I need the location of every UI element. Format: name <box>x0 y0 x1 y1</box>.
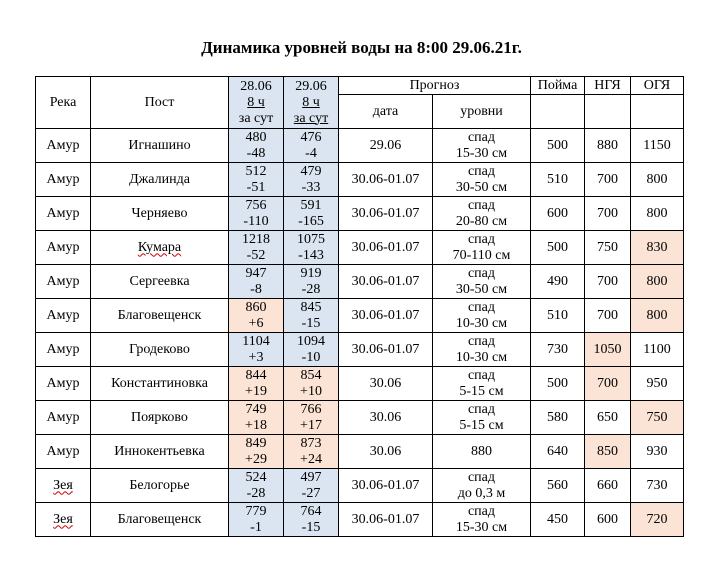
cell-river <box>36 333 91 367</box>
cell-river <box>36 163 91 197</box>
cell-floodplain: 510 <box>531 163 585 197</box>
level-28-value: 1218 <box>242 231 270 247</box>
cell-floodplain: 450 <box>531 503 585 537</box>
river-name: Амур <box>46 137 80 153</box>
post-name: Гродеково <box>129 341 190 357</box>
river-name: Амур <box>46 171 80 187</box>
forecast-trend: спад <box>467 401 496 417</box>
post-name: Благовещенск <box>117 307 202 323</box>
table-row <box>36 265 684 299</box>
level-29-change: +17 <box>300 417 322 433</box>
cell-river <box>36 231 91 265</box>
cell-level-29 <box>284 333 339 367</box>
forecast-trend: спад <box>467 231 496 247</box>
header-forecast: Прогноз <box>339 77 531 95</box>
cell-ogya: 1150 <box>631 129 684 163</box>
table-row <box>36 197 684 231</box>
cell-ngya: 850 <box>585 435 631 469</box>
header-date1-perday: за сут <box>238 110 274 126</box>
level-29-change: -15 <box>301 519 321 535</box>
header-floodplain: Пойма <box>531 77 585 95</box>
cell-level-29 <box>284 435 339 469</box>
level-29-value: 1094 <box>297 333 325 349</box>
forecast-range: 10-30 см <box>455 349 508 365</box>
cell-river <box>36 503 91 537</box>
cell-ngya: 1050 <box>585 333 631 367</box>
cell-level-29 <box>284 469 339 503</box>
header-date1 <box>229 77 284 129</box>
header-ngya: НГЯ <box>585 77 631 95</box>
river-name: Амур <box>46 375 80 391</box>
cell-forecast-date: 30.06-01.07 <box>339 197 433 231</box>
cell-floodplain: 600 <box>531 197 585 231</box>
level-28-change: -8 <box>250 281 262 297</box>
level-28-value: 756 <box>245 197 267 213</box>
level-28-value: 480 <box>245 129 267 145</box>
cell-post <box>91 333 229 367</box>
post-name: Джалинда <box>129 171 190 187</box>
forecast-trend: спад <box>467 367 496 383</box>
post-name: Черняево <box>131 205 188 221</box>
level-28-value: 779 <box>245 503 267 519</box>
cell-level-28 <box>229 163 284 197</box>
post-name: Белогорье <box>129 477 190 493</box>
cell-ngya: 700 <box>585 265 631 299</box>
cell-ogya: 800 <box>631 197 684 231</box>
level-29-change: -165 <box>298 213 324 229</box>
cell-ngya: 700 <box>585 299 631 333</box>
cell-ogya: 720 <box>631 503 684 537</box>
level-29-value: 479 <box>300 163 322 179</box>
cell-level-28 <box>229 503 284 537</box>
cell-level-29 <box>284 401 339 435</box>
cell-floodplain: 730 <box>531 333 585 367</box>
level-28-change: -48 <box>246 145 266 161</box>
cell-level-28 <box>229 265 284 299</box>
cell-level-28 <box>229 435 284 469</box>
table-row <box>36 333 684 367</box>
cell-forecast-date: 29.06 <box>339 129 433 163</box>
cell-forecast-date: 30.06-01.07 <box>339 333 433 367</box>
river-name: Амур <box>46 205 80 221</box>
level-29-value: 764 <box>300 503 322 519</box>
cell-ngya: 700 <box>585 197 631 231</box>
cell-forecast-date: 30.06 <box>339 435 433 469</box>
level-28-value: 749 <box>245 401 267 417</box>
table-row <box>36 435 684 469</box>
river-name: Амур <box>46 341 80 357</box>
river-name: Амур <box>46 409 80 425</box>
level-29-change: -15 <box>301 315 321 331</box>
water-levels-table <box>35 76 684 537</box>
post-name: Игнашино <box>128 137 191 153</box>
level-29-change: -27 <box>301 485 321 501</box>
forecast-range: 5-15 см <box>459 417 504 433</box>
cell-ogya: 800 <box>631 163 684 197</box>
cell-ngya: 700 <box>585 367 631 401</box>
forecast-range: 30-50 см <box>455 281 508 297</box>
header-date2-hour: 8 ч <box>302 94 320 110</box>
level-28-change: -1 <box>250 519 262 535</box>
forecast-trend: спад <box>467 129 496 145</box>
cell-forecast-levels <box>433 231 531 265</box>
cell-post <box>91 401 229 435</box>
table-row <box>36 401 684 435</box>
cell-ogya: 830 <box>631 231 684 265</box>
cell-post <box>91 265 229 299</box>
cell-level-28 <box>229 299 284 333</box>
cell-forecast-levels <box>433 299 531 333</box>
level-28-value: 844 <box>245 367 267 383</box>
forecast-trend: спад <box>467 197 496 213</box>
cell-river <box>36 401 91 435</box>
cell-forecast-date: 30.06 <box>339 401 433 435</box>
forecast-trend: спад <box>467 333 496 349</box>
forecast-range: до 0,3 м <box>457 485 506 501</box>
forecast-range: 10-30 см <box>455 315 508 331</box>
river-name: Зея <box>53 477 73 493</box>
header-empty-poyma <box>531 95 585 129</box>
level-28-change: +29 <box>245 451 267 467</box>
level-29-value: 854 <box>300 367 322 383</box>
cell-level-28 <box>229 401 284 435</box>
level-29-change: +10 <box>300 383 322 399</box>
level-28-value: 512 <box>245 163 267 179</box>
cell-post <box>91 367 229 401</box>
cell-ogya: 800 <box>631 299 684 333</box>
forecast-range: 5-15 см <box>459 383 504 399</box>
header-forecast-levels: уровни <box>433 95 531 129</box>
forecast-range: 15-30 см <box>455 519 508 535</box>
river-name: Амур <box>46 443 80 459</box>
cell-forecast-levels <box>433 469 531 503</box>
cell-forecast-date: 30.06-01.07 <box>339 265 433 299</box>
cell-level-28 <box>229 231 284 265</box>
level-29-value: 845 <box>300 299 322 315</box>
river-name: Амур <box>46 239 80 255</box>
level-29-change: -4 <box>305 145 317 161</box>
document-title: Динамика уровней воды на 8:00 29.06.21г. <box>201 38 522 57</box>
level-28-change: -28 <box>246 485 266 501</box>
cell-post <box>91 129 229 163</box>
forecast-trend: спад <box>467 503 496 519</box>
cell-forecast-levels: 880 <box>433 435 531 469</box>
level-29-change: -10 <box>301 349 321 365</box>
cell-forecast-date: 30.06 <box>339 367 433 401</box>
level-29-value: 497 <box>300 469 322 485</box>
level-28-change: +19 <box>245 383 267 399</box>
cell-ngya: 660 <box>585 469 631 503</box>
cell-ogya: 950 <box>631 367 684 401</box>
level-29-value: 873 <box>300 435 322 451</box>
header-date2 <box>284 77 339 129</box>
header-empty-ogya <box>631 95 684 129</box>
header-date1-date: 28.06 <box>240 78 272 94</box>
header-river: Река <box>36 77 91 129</box>
cell-forecast-levels <box>433 333 531 367</box>
header-date2-perday: за сут <box>293 110 329 126</box>
forecast-range: 70-110 см <box>452 247 511 263</box>
level-29-value: 1075 <box>297 231 325 247</box>
forecast-range: 30-50 см <box>455 179 508 195</box>
header-forecast-date: дата <box>339 95 433 129</box>
cell-forecast-levels <box>433 401 531 435</box>
post-name: Константиновка <box>111 375 208 391</box>
cell-forecast-date: 30.06-01.07 <box>339 299 433 333</box>
cell-forecast-levels <box>433 197 531 231</box>
header-empty-ngya <box>585 95 631 129</box>
cell-post <box>91 503 229 537</box>
post-name: Поярково <box>131 409 188 425</box>
cell-forecast-levels <box>433 163 531 197</box>
cell-ogya: 930 <box>631 435 684 469</box>
cell-level-29 <box>284 197 339 231</box>
level-28-value: 524 <box>245 469 267 485</box>
cell-post <box>91 163 229 197</box>
cell-level-29 <box>284 163 339 197</box>
cell-forecast-date: 30.06-01.07 <box>339 231 433 265</box>
level-29-value: 766 <box>300 401 322 417</box>
cell-ngya: 700 <box>585 163 631 197</box>
level-28-value: 860 <box>245 299 267 315</box>
cell-level-28 <box>229 129 284 163</box>
table-row <box>36 231 684 265</box>
level-28-change: +6 <box>248 315 264 331</box>
level-29-change: +24 <box>300 451 322 467</box>
level-28-change: -51 <box>246 179 266 195</box>
forecast-trend: спад <box>467 265 496 281</box>
header-row-1 <box>36 77 684 95</box>
post-name: Благовещенск <box>117 511 202 527</box>
river-name: Амур <box>46 307 80 323</box>
level-29-value: 591 <box>300 197 322 213</box>
cell-post <box>91 231 229 265</box>
cell-forecast-levels <box>433 129 531 163</box>
cell-post <box>91 197 229 231</box>
cell-floodplain: 560 <box>531 469 585 503</box>
level-29-value: 919 <box>300 265 322 281</box>
cell-floodplain: 490 <box>531 265 585 299</box>
header-date1-hour: 8 ч <box>247 94 265 110</box>
post-name: Сергеевка <box>129 273 190 289</box>
cell-forecast-date: 30.06-01.07 <box>339 469 433 503</box>
cell-post <box>91 299 229 333</box>
level-28-value: 947 <box>245 265 267 281</box>
cell-level-29 <box>284 231 339 265</box>
level-29-change: -143 <box>298 247 324 263</box>
cell-ogya: 1100 <box>631 333 684 367</box>
cell-river <box>36 265 91 299</box>
table-row <box>36 129 684 163</box>
cell-ngya: 880 <box>585 129 631 163</box>
cell-level-29 <box>284 129 339 163</box>
header-date2-date: 29.06 <box>295 78 327 94</box>
cell-post <box>91 435 229 469</box>
level-29-value: 476 <box>300 129 322 145</box>
cell-ogya: 800 <box>631 265 684 299</box>
post-name: Иннокентьевка <box>114 443 205 459</box>
level-28-value: 1104 <box>242 333 270 349</box>
level-29-change: -28 <box>301 281 321 297</box>
cell-floodplain: 500 <box>531 231 585 265</box>
river-name: Амур <box>46 273 80 289</box>
cell-floodplain: 580 <box>531 401 585 435</box>
cell-forecast-date: 30.06-01.07 <box>339 503 433 537</box>
cell-forecast-date: 30.06-01.07 <box>339 163 433 197</box>
level-28-change: +18 <box>245 417 267 433</box>
cell-ogya: 750 <box>631 401 684 435</box>
cell-river <box>36 367 91 401</box>
cell-river <box>36 435 91 469</box>
cell-floodplain: 500 <box>531 367 585 401</box>
forecast-trend: спад <box>467 469 496 485</box>
forecast-trend: спад <box>467 299 496 315</box>
cell-ngya: 650 <box>585 401 631 435</box>
cell-floodplain: 640 <box>531 435 585 469</box>
cell-level-29 <box>284 503 339 537</box>
table-row <box>36 367 684 401</box>
cell-level-28 <box>229 469 284 503</box>
table-row <box>36 163 684 197</box>
cell-level-28 <box>229 367 284 401</box>
post-name: Кумара <box>137 239 182 255</box>
cell-ngya: 600 <box>585 503 631 537</box>
table-body <box>36 129 684 537</box>
cell-level-29 <box>284 299 339 333</box>
river-name: Зея <box>53 511 73 527</box>
level-28-change: -52 <box>246 247 266 263</box>
cell-ngya: 750 <box>585 231 631 265</box>
cell-floodplain: 500 <box>531 129 585 163</box>
level-28-value: 849 <box>245 435 267 451</box>
cell-level-29 <box>284 367 339 401</box>
cell-forecast-levels <box>433 503 531 537</box>
cell-post <box>91 469 229 503</box>
cell-river <box>36 299 91 333</box>
table-row <box>36 469 684 503</box>
cell-level-28 <box>229 333 284 367</box>
cell-level-29 <box>284 265 339 299</box>
table-row <box>36 299 684 333</box>
table-row <box>36 503 684 537</box>
header-post: Пост <box>91 77 229 129</box>
level-28-change: +3 <box>248 349 264 365</box>
cell-river <box>36 197 91 231</box>
forecast-range: 15-30 см <box>455 145 508 161</box>
forecast-range: 20-80 см <box>455 213 508 229</box>
forecast-trend: спад <box>467 163 496 179</box>
cell-river <box>36 469 91 503</box>
cell-level-28 <box>229 197 284 231</box>
cell-floodplain: 510 <box>531 299 585 333</box>
level-28-change: -110 <box>243 213 269 229</box>
cell-forecast-levels <box>433 367 531 401</box>
cell-ogya: 730 <box>631 469 684 503</box>
cell-forecast-levels <box>433 265 531 299</box>
level-29-change: -33 <box>301 179 321 195</box>
header-ogya: ОГЯ <box>631 77 684 95</box>
cell-river <box>36 129 91 163</box>
